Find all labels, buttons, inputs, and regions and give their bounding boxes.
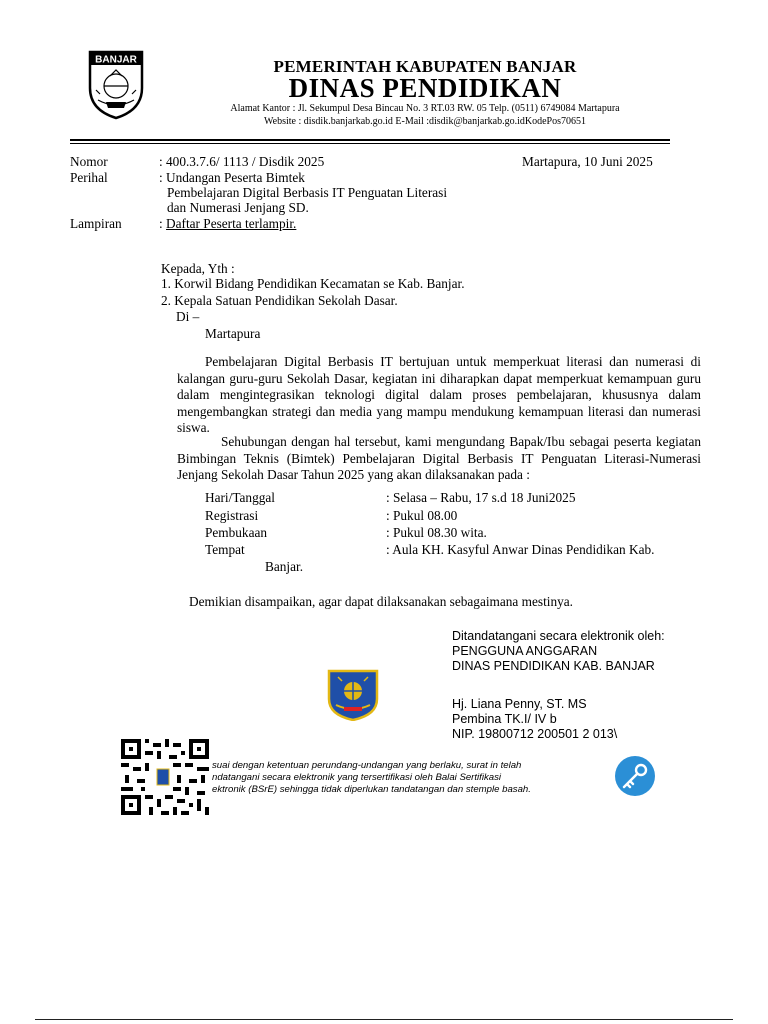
esign-intro: Ditandatangani secara elektronik oleh: [452,629,665,643]
lampiran-colon: : [159,216,167,231]
recipient-greeting: Kepada, Yth : [161,261,235,276]
signer-rank: Pembina TK.I/ IV b [452,712,557,726]
letterhead-rule-thin [70,143,670,144]
schedule-label: Pembukaan [205,525,268,540]
signer-position: PENGGUNA ANGGARAN [452,644,598,658]
schedule-label: Hari/Tanggal [205,490,275,505]
office-website: Website : disdik.banjarkab.go.id E-Mail :disdik@banjarkab.go.idKodePos70651 [264,116,586,127]
lampiran-value: Daftar Peserta terlampir. [166,216,297,231]
perihal-label: Perihal [70,170,108,185]
schedule-value-continued: Banjar. [265,559,304,574]
department-name: DINAS PENDIDIKAN [288,73,562,103]
logo-text: BANJAR [95,54,137,66]
banjar-regency-logo [84,48,148,120]
perihal-line3: dan Numerasi Jenjang SD. [167,200,309,215]
page-bottom-rule [35,1019,733,1020]
body-paragraph-2: Sehubungan dengan hal tersebut, kami mengundang Bapak/Ibu sebagai peserta kegiatan Bimbingan Teknis (Bimtek) Pembelajaran Digital Berbasis IT Penguatan Literasi-Numerasi Jenjang Sekolah Dasar Tahun 2025 yang akan dilaksanakan pada : [177,434,701,483]
government-name: PEMERINTAH KABUPATEN BANJAR [273,57,577,76]
schedule-value: : Selasa – Rabu, 17 s.d 18 Juni2025 [386,490,576,505]
recipient-item: 2. Kepala Satuan Pendidikan Sekolah Dasar. [161,293,398,308]
signer-nip: NIP. 19800712 200501 2 013\ [452,727,618,741]
schedule-value: : Pukul 08.00 [386,508,458,523]
disclaimer-line: suai dengan ketentuan perundang-undangan yang berlaku, surat in telah [212,760,522,771]
office-address: Alamat Kantor : Jl. Sekumpul Desa Bincau No. 3 RT.03 RW. 05 Telp. (0511) 6749084 Martapura [230,103,620,114]
schedule-value: : Pukul 08.30 wita. [386,525,487,540]
signer-name: Hj. Liana Penny, ST. MS [452,697,587,711]
schedule-label: Tempat [205,542,245,557]
recipient-item: 1. Korwil Bidang Pendidikan Kecamatan se Kab. Banjar. [161,276,465,291]
nomor-label: Nomor [70,154,108,169]
recipient-place: Martapura [205,326,261,341]
lampiran-row [159,216,296,232]
nomor-value: : 400.3.7.6/ 1113 / Disdik 2025 [159,154,325,169]
disclaimer-line: ektronik (BSrE) sehingga tidak diperlukan tandatangan dan stemple basah. [212,784,531,795]
regency-seal-logo [326,669,380,721]
recipient-di: Di – [176,309,200,324]
verification-qr-code [121,739,209,815]
schedule-value: : Aula KH. Kasyful Anwar Dinas Pendidikan Kab. [386,542,655,557]
signer-office: DINAS PENDIDIKAN KAB. BANJAR [452,659,655,673]
disclaimer-line: ndatangani secara elektronik yang tersertifikasi oleh Balai Sertifikasi [212,772,502,783]
bsre-certificate-icon [612,755,658,797]
closing-sentence: Demikian disampaikan, agar dapat dilaksanakan sebagaimana mestinya. [189,594,573,609]
perihal-line2: Pembelajaran Digital Berbasis IT Penguatan Literasi [167,185,448,200]
letter-date: Martapura, 10 Juni 2025 [522,154,653,169]
lampiran-label: Lampiran [70,216,122,231]
letterhead-rule-thick [70,139,670,141]
schedule-label: Registrasi [205,508,259,523]
perihal-value: : Undangan Peserta Bimtek [159,170,305,185]
body-paragraph-1: Pembelajaran Digital Berbasis IT bertujuan untuk memperkuat literasi dan numerasi di kalangan guru-guru Sekolah Dasar, kegiatan ini diharapkan dapat memperkuat kemampuan guru dalam mengintegrasikan teknologi digital dalam proses pembelajaran, khususnya dalam mengembangkan strategi dan media yang mampu mendukung kemampuan literasi dan numerasi siswa. [177,354,701,436]
